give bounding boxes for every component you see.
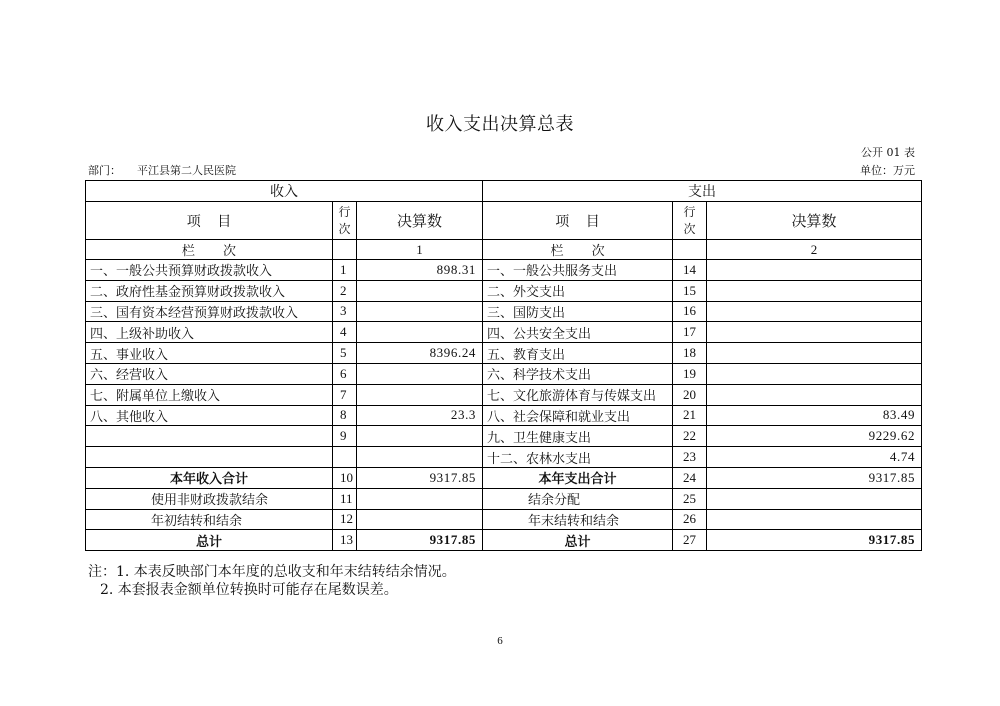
expense-item-cell: 六、科学技术支出 xyxy=(483,363,673,384)
expense-amount-cell xyxy=(707,509,922,530)
income-amount-cell: 898.31 xyxy=(357,260,483,281)
income-amount-cell xyxy=(357,384,483,405)
expense-row-no-cell: 20 xyxy=(673,384,707,405)
income-row-no-cell: 2 xyxy=(333,280,357,301)
income-row-no-cell: 12 xyxy=(333,509,357,530)
income-amount-cell xyxy=(357,447,483,468)
income-item-cell: 一、一般公共预算财政拨款收入 xyxy=(86,260,333,281)
expense-amount-cell xyxy=(707,280,922,301)
income-amount-cell xyxy=(357,301,483,322)
expense-column-number: 2 xyxy=(707,240,922,260)
expense-amount-column-header: 决算数 xyxy=(707,202,922,240)
note-line: 2. 本套报表金额单位转换时可能存在尾数误差。 xyxy=(100,582,398,598)
table-row xyxy=(86,260,922,281)
expense-row-no-cell: 24 xyxy=(673,467,707,488)
page-number: 6 xyxy=(497,635,503,647)
expense-item-cell: 一、一般公共服务支出 xyxy=(483,260,673,281)
expense-column-label-empty xyxy=(673,240,707,260)
income-item-cell: 五、事业收入 xyxy=(86,343,333,364)
income-item-cell: 四、上级补助收入 xyxy=(86,322,333,343)
income-item-cell: 使用非财政拨款结余 xyxy=(86,488,333,509)
income-item-cell xyxy=(86,447,333,468)
income-row-no-cell: 11 xyxy=(333,488,357,509)
expense-amount-cell xyxy=(707,301,922,322)
expense-row-no-cell: 18 xyxy=(673,343,707,364)
income-expense-table xyxy=(85,180,922,551)
income-amount-cell xyxy=(357,363,483,384)
expense-row-no-cell: 21 xyxy=(673,405,707,426)
expense-grand-total-amount: 9317.85 xyxy=(707,530,922,551)
expense-item-cell: 十二、农林水支出 xyxy=(483,447,673,468)
table-row xyxy=(86,343,922,364)
income-amount-cell xyxy=(357,322,483,343)
page-title: 收入支出决算总表 xyxy=(426,114,574,135)
income-column-label: 栏 次 xyxy=(86,240,333,260)
expense-item-cell: 五、教育支出 xyxy=(483,343,673,364)
expense-row-no-cell: 22 xyxy=(673,426,707,447)
grand-total-row xyxy=(86,530,922,551)
note-line: 注：1. 本表反映部门本年度的总收支和年末结转结余情况。 xyxy=(88,564,456,580)
expense-amount-cell: 83.49 xyxy=(707,405,922,426)
expense-item-cell: 二、外交支出 xyxy=(483,280,673,301)
table-row xyxy=(86,447,922,468)
income-amount-cell xyxy=(357,280,483,301)
unit-label: 单位：万元 xyxy=(860,164,915,177)
income-row-no-column-header: 行次 xyxy=(333,202,357,240)
income-item-column-header: 项 目 xyxy=(86,202,333,240)
expense-row-no-cell: 27 xyxy=(673,530,707,551)
income-item-cell: 年初结转和结余 xyxy=(86,509,333,530)
income-amount-cell: 8396.24 xyxy=(357,343,483,364)
expense-amount-cell: 4.74 xyxy=(707,447,922,468)
income-grand-total-amount: 9317.85 xyxy=(357,530,483,551)
expense-amount-cell xyxy=(707,363,922,384)
expense-amount-cell xyxy=(707,488,922,509)
expense-item-cell: 年末结转和结余 xyxy=(483,509,673,530)
notes xyxy=(88,563,456,599)
income-section-header: 收入 xyxy=(86,181,483,202)
table-row xyxy=(86,426,922,447)
income-item-cell xyxy=(86,426,333,447)
subtotal-row xyxy=(86,467,922,488)
income-item-cell: 三、国有资本经营预算财政拨款收入 xyxy=(86,301,333,322)
table-row xyxy=(86,509,922,530)
expense-amount-cell xyxy=(707,343,922,364)
income-amount-cell: 23.3 xyxy=(357,405,483,426)
expense-item-column-header: 项 目 xyxy=(483,202,673,240)
expense-amount-cell: 9229.62 xyxy=(707,426,922,447)
table-row xyxy=(86,405,922,426)
expense-row-no-cell: 26 xyxy=(673,509,707,530)
table-row xyxy=(86,384,922,405)
expense-amount-cell xyxy=(707,322,922,343)
expense-amount-cell xyxy=(707,260,922,281)
column-label-row xyxy=(86,240,922,260)
department-name: 平江县第二人民医院 xyxy=(137,164,236,177)
expense-amount-cell xyxy=(707,384,922,405)
table-row xyxy=(86,363,922,384)
income-amount-cell xyxy=(357,509,483,530)
expense-section-header: 支出 xyxy=(483,181,922,202)
expense-item-cell: 三、国防支出 xyxy=(483,301,673,322)
expense-subtotal-label: 本年支出合计 xyxy=(483,467,673,488)
income-subtotal-amount: 9317.85 xyxy=(357,467,483,488)
expense-row-no-column-header: 行次 xyxy=(673,202,707,240)
expense-row-no-cell: 17 xyxy=(673,322,707,343)
expense-column-label: 栏 次 xyxy=(483,240,673,260)
expense-row-no-cell: 23 xyxy=(673,447,707,468)
income-item-cell: 八、其他收入 xyxy=(86,405,333,426)
department-line xyxy=(88,164,236,178)
table-row xyxy=(86,301,922,322)
income-row-no-cell: 3 xyxy=(333,301,357,322)
table-row xyxy=(86,322,922,343)
expense-row-no-cell: 15 xyxy=(673,280,707,301)
column-header-row xyxy=(86,202,922,240)
table-row xyxy=(86,488,922,509)
income-subtotal-label: 本年收入合计 xyxy=(86,467,333,488)
expense-item-cell: 四、公共安全支出 xyxy=(483,322,673,343)
income-row-no-cell: 8 xyxy=(333,405,357,426)
income-row-no-cell: 10 xyxy=(333,467,357,488)
income-amount-cell xyxy=(357,426,483,447)
income-row-no-cell: 7 xyxy=(333,384,357,405)
income-item-cell: 七、附属单位上缴收入 xyxy=(86,384,333,405)
expense-item-cell: 七、文化旅游体育与传媒支出 xyxy=(483,384,673,405)
income-row-no-cell: 13 xyxy=(333,530,357,551)
income-column-number: 1 xyxy=(357,240,483,260)
income-row-no-cell: 6 xyxy=(333,363,357,384)
department-label: 部门： xyxy=(88,164,121,177)
expense-row-no-cell: 14 xyxy=(673,260,707,281)
expense-grand-total-label: 总计 xyxy=(483,530,673,551)
income-amount-column-header: 决算数 xyxy=(357,202,483,240)
income-item-cell: 六、经营收入 xyxy=(86,363,333,384)
income-row-no-cell: 1 xyxy=(333,260,357,281)
table-row xyxy=(86,280,922,301)
income-row-no-cell: 9 xyxy=(333,426,357,447)
expense-subtotal-amount: 9317.85 xyxy=(707,467,922,488)
income-item-cell: 二、政府性基金预算财政拨款收入 xyxy=(86,280,333,301)
income-row-no-cell: 5 xyxy=(333,343,357,364)
income-column-label-empty xyxy=(333,240,357,260)
income-row-no-cell: 4 xyxy=(333,322,357,343)
expense-row-no-cell: 16 xyxy=(673,301,707,322)
income-amount-cell xyxy=(357,488,483,509)
expense-item-cell: 八、社会保障和就业支出 xyxy=(483,405,673,426)
expense-item-cell: 结余分配 xyxy=(483,488,673,509)
expense-item-cell: 九、卫生健康支出 xyxy=(483,426,673,447)
expense-row-no-cell: 25 xyxy=(673,488,707,509)
income-grand-total-label: 总计 xyxy=(86,530,333,551)
expense-row-no-cell: 19 xyxy=(673,363,707,384)
form-code: 公开 01 表 xyxy=(861,146,915,159)
section-header-row xyxy=(86,181,922,202)
income-row-no-cell xyxy=(333,447,357,468)
